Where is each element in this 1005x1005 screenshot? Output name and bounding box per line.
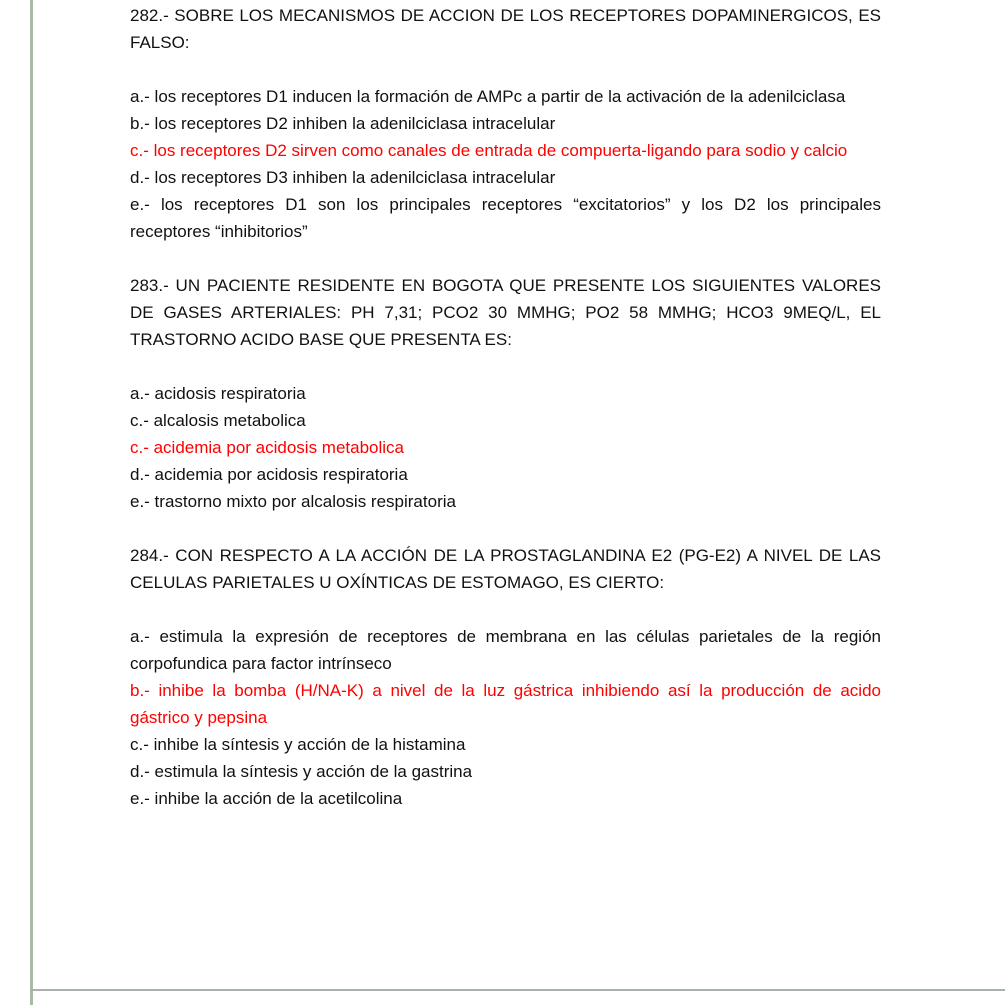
question-stem: 282.- SOBRE LOS MECANISMOS DE ACCION DE LOS RECEPTORES DOPAMINERGICOS, ES FALSO: xyxy=(130,6,881,52)
answer-option: b.- los receptores D2 inhiben la adenilciclasa intracelular xyxy=(130,114,556,133)
answer-option-highlighted: c.- acidemia por acidosis metabolica xyxy=(130,438,405,457)
answer-option-highlighted: c.- los receptores D2 sirven como canales de entrada de compuerta-ligando para sodio y calcio xyxy=(130,141,848,160)
question-stem: 284.- CON RESPECTO A LA ACCIÓN DE LA PROSTAGLANDINA E2 (PG-E2) A NIVEL DE LAS CELULAS PARIETALES U OXÍNTICAS DE ESTOMAGO, ES CIERTO: xyxy=(130,546,881,592)
answer-option: e.- inhibe la acción de la acetilcolina xyxy=(130,789,403,808)
answer-option: e.- los receptores D1 son los principales receptores “excitatorios” y los D2 los principales receptores “inhibitorios” xyxy=(130,195,881,241)
answer-option: d.- estimula la síntesis y acción de la gastrina xyxy=(130,762,473,781)
answer-option: d.- los receptores D3 inhiben la adenilciclasa intracelular xyxy=(130,168,556,187)
question-list xyxy=(130,2,881,839)
answer-option: c.- alcalosis metabolica xyxy=(130,411,306,430)
question-block xyxy=(130,542,881,812)
answer-option: c.- inhibe la síntesis y acción de la histamina xyxy=(130,735,466,754)
answer-option: a.- acidosis respiratoria xyxy=(130,384,306,403)
question-stem: 283.- UN PACIENTE RESIDENTE EN BOGOTA QUE PRESENTE LOS SIGUIENTES VALORES DE GASES ARTERIALES: PH 7,31; PCO2 30 MMHG; PO2 58 MMHG; HCO3 9MEQ/L, EL TRASTORNO ACIDO BASE QUE PRESENTA ES: xyxy=(130,276,881,349)
options-list xyxy=(130,380,881,515)
answer-option-highlighted: b.- inhibe la bomba (H/NA-K) a nivel de la luz gástrica inhibiendo así la producción de acido gástrico y pepsina xyxy=(130,681,881,727)
options-list xyxy=(130,83,881,245)
options-list xyxy=(130,623,881,812)
answer-option: d.- acidemia por acidosis respiratoria xyxy=(130,465,408,484)
question-block xyxy=(130,2,881,245)
page-bottom-rule-line xyxy=(30,989,1005,991)
page-left-border-line xyxy=(30,0,33,1005)
answer-option: a.- los receptores D1 inducen la formación de AMPc a partir de la activación de la adenilciclasa xyxy=(130,87,846,106)
question-block xyxy=(130,272,881,515)
answer-option: e.- trastorno mixto por alcalosis respiratoria xyxy=(130,492,456,511)
answer-option: a.- estimula la expresión de receptores de membrana en las células parietales de la región corpofundica para factor intrínseco xyxy=(130,627,881,673)
